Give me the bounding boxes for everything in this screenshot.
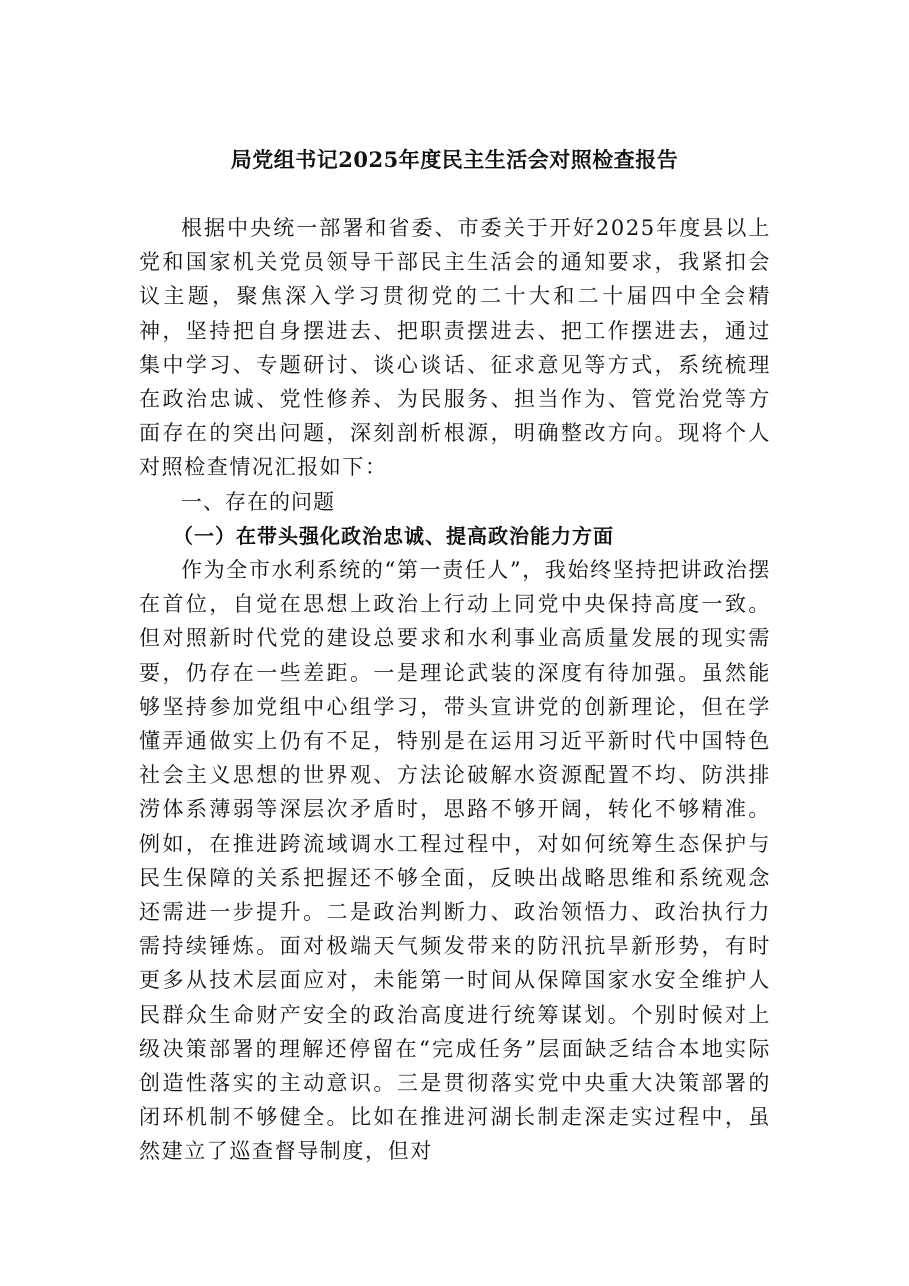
intro-paragraph: 根据中央统一部署和省委、市委关于开好2025年度县以上党和国家机关党员领导干部民主生活会的通知要求，我紧扣会议主题，聚焦深入学习贯彻党的二十大和二十届四中全会精神，坚持把自身摆进去、把职责摆进去、把工作摆进去，通过集中学习、专题研讨、谈心谈话、征求意见等方式，系统梳理在政治忠诚、党性修养、为民服务、担当作为、管党治党等方面存在的突出问题，深刻剖析根源，明确整改方向。现将个人对照检查情况汇报如下： [139, 216, 771, 480]
subsection-heading: （一）在带头强化政治忠诚、提高政治能力方面 [173, 523, 614, 548]
section-heading: 一、存在的问题 [181, 489, 335, 514]
document-title: 局党组书记2025年度民主生活会对照检查报告 [230, 147, 679, 172]
body-paragraph: 作为全市水利系统的“第一责任人”，我始终坚持把讲政治摆在首位，自觉在思想上政治上行动上同党中央保持高度一致。但对照新时代党的建设总要求和水利事业高质量发展的现实需要，仍存在一些差距。一是理论武装的深度有待加强。虽然能够坚持参加党组中心组学习，带头宣讲党的创新理论，但在学懂弄通做实上仍有不足，特别是在运用习近平新时代中国特色社会主义思想的世界观、方法论破解水资源配置不均、防洪排涝体系薄弱等深层次矛盾时，思路不够开阔，转化不够精准。例如，在推进跨流域调水工程过程中，对如何统筹生态保护与民生保障的关系把握还不够全面，反映出战略思维和系统观念还需进一步提升。二是政治判断力、政治领悟力、政治执行力需持续锤炼。面对极端天气频发带来的防汛抗旱新形势，有时更多从技术层面应对，未能第一时间从保障国家水安全维护人民群众生命财产安全的政治高度进行统筹谋划。个别时候对上级决策部署的理解还停留在“完成任务”层面缺乏结合本地实际创造性落实的主动意识。三是贯彻落实党中央重大决策部署的闭环机制不够健全。比如在推进河湖长制走深走实过程中，虽然建立了巡查督导制度，但对 [139, 558, 771, 1164]
document-body [139, 211, 771, 1169]
